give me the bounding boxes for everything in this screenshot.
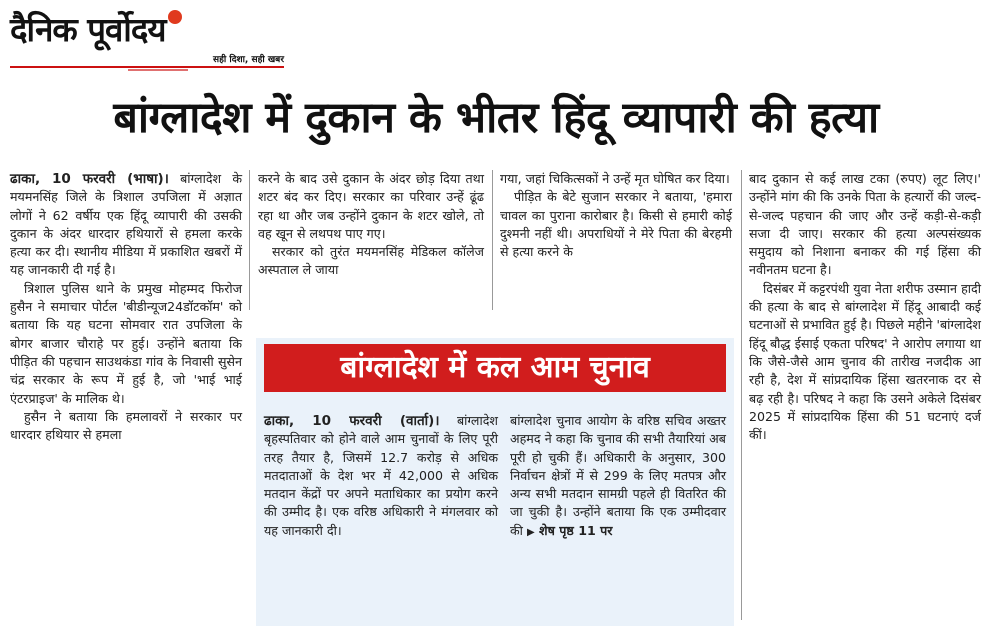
arrow-right-icon: ▶ xyxy=(526,526,535,538)
box-headline: बांग्लादेश में कल आम चुनाव xyxy=(264,344,726,392)
column-divider xyxy=(492,170,493,310)
box-column-1 xyxy=(264,412,498,540)
paragraph: सरकार को तुरंत मयमनसिंह मेडिकल कॉलेज अस्पताल ले जाया xyxy=(258,244,484,278)
newspaper-logo: दैनिक पूर्वोदय xyxy=(10,6,182,51)
tagline: सही दिशा, सही खबर xyxy=(213,55,284,65)
column-divider xyxy=(741,170,742,620)
story-column-2 xyxy=(258,170,484,280)
paragraph: त्रिशाल पुलिस थाने के प्रमुख मोहम्मद फिरोज हुसैन ने समाचार पोर्टल 'बीडीन्यूज24डॉटकॉम' को बताया कि यह घटना सोमवार रात उपजिला के बोगर बाजार चौराहे पर हुई। उन्होंने बताया कि पीड़ित की पहचान साउथकंडा गांव के निवासी सुसेन चंद्र सरकार के रूप में हुई है, जो 'भाई भाई एंटरप्राइज' के मालिक थे। xyxy=(10,280,242,406)
paragraph: ढाका, 10 फरवरी (भाषा)। बांग्लादेश के मयमनसिंह जिले के त्रिशाल उपजिला में अज्ञात लोगों ने 62 वर्षीय एक हिंदू व्यापारी की उसकी दुकान के अंदर धारदार हथियारों से हमला करके हत्या कर दी। स्थानीय मीडिया में प्रकाशित खबरों में यह जानकारी दी गई है। xyxy=(10,171,242,278)
paragraph: करने के बाद उसे दुकान के अंदर छोड़ दिया तथा शटर बंद कर दिए। सरकार का परिवार उन्हें ढूंढ रहा था और जब उन्होंने दुकान के शटर खोले, तो वह खून से लथपथ पाए गए। xyxy=(258,171,484,241)
logo-dot-icon xyxy=(168,10,182,24)
masthead-fine-rule xyxy=(128,69,188,71)
paragraph: बांग्लादेश चुनाव आयोग के वरिष्ठ सचिव अख्तर अहमद ने कहा कि चुनाव की सभी तैयारियां अब पूरी हो चुकी हैं। अधिकारी के अनुसार, 300 निर्वाचन क्षेत्रों में से 299 के लिए मतपत्र और अन्य सभी मतदान सामग्री पहले ही वितरित की जा चुकी है। उन्होंने बताया कि एक उम्मीदवार की ▶ शेष पृष्ठ 11 पर xyxy=(510,412,726,542)
story-column-4 xyxy=(749,170,981,444)
paragraph: दिसंबर में कट्टरपंथी युवा नेता शरीफ उस्मान हादी की हत्या के बाद से बांग्लादेश में हिंदू आबादी कई घटनाओं से प्रभावित हुई है। पिछले महीने 'बांग्लादेश हिंदू बौद्ध ईसाई एकता परिषद' ने आरोप लगाया था कि जैसे-जैसे आम चुनाव की तारीख नजदीक आ रही है, देश में सांप्रदायिक हिंसा खतरनाक दर से बढ़ रही है। परिषद ने कहा कि उसने अकेले दिसंबर 2025 में सांप्रदायिक हिंसा की 51 घटनाएं दर्ज कीं। xyxy=(749,280,981,443)
column-divider xyxy=(249,170,250,310)
dateline: ढाका, 10 फरवरी (भाषा)। xyxy=(10,171,169,187)
box-column-2 xyxy=(510,412,726,542)
paragraph: बाद दुकान से कई लाख टका (रुपए) लूट लिए।' उन्होंने मांग की कि उनके पिता के हत्यारों की जल्द-से-जल्द पहचान की जाए और उन्हें कड़ी-से-कड़ी सजा दी जाए। सरकार की हत्या अल्पसंख्यक समुदाय को निशाना बनाकर की गई हिंसा की नवीनतम घटना है। xyxy=(749,171,981,278)
paragraph: हुसैन ने बताया कि हमलावरों ने सरकार पर धारदार हथियार से हमला xyxy=(10,408,242,443)
main-headline: बांग्लादेश में दुकान के भीतर हिंदू व्यापारी की हत्या xyxy=(113,93,879,143)
paragraph: पीड़ित के बेटे सुजान सरकार ने बताया, 'हमारा चावल का पुराना कारोबार है। किसी से हमारी कोई दुश्मनी नहीं थी। अपराधियों ने मेरे पिता की बेरहमी से हत्या करने के xyxy=(500,189,732,260)
story-column-1 xyxy=(10,170,242,444)
election-news-box xyxy=(256,338,734,626)
box-dateline: ढाका, 10 फरवरी (वार्ता)। xyxy=(264,413,440,429)
masthead-rule xyxy=(10,66,284,68)
story-column-3 xyxy=(500,170,732,261)
masthead xyxy=(10,4,288,72)
paragraph: ढाका, 10 फरवरी (वार्ता)। बांग्लादेश बृहस्पतिवार को होने वाले आम चुनावों के लिए पूरी तरह तैयार है, जिसमें 12.7 करोड़ से अधिक मतदाताओं के देश भर में 42,000 से अधिक मतदान केंद्रों पर अपने मताधिकार का प्रयोग करने की उम्मीद है। एक वरिष्ठ अधिकारी ने मंगलवार को यह जानकारी दी। xyxy=(264,413,498,538)
paragraph: गया, जहां चिकित्सकों ने उन्हें मृत घोषित कर दिया। xyxy=(500,171,730,186)
continued-on-page[interactable]: ▶ शेष पृष्ठ 11 पर xyxy=(527,523,613,538)
